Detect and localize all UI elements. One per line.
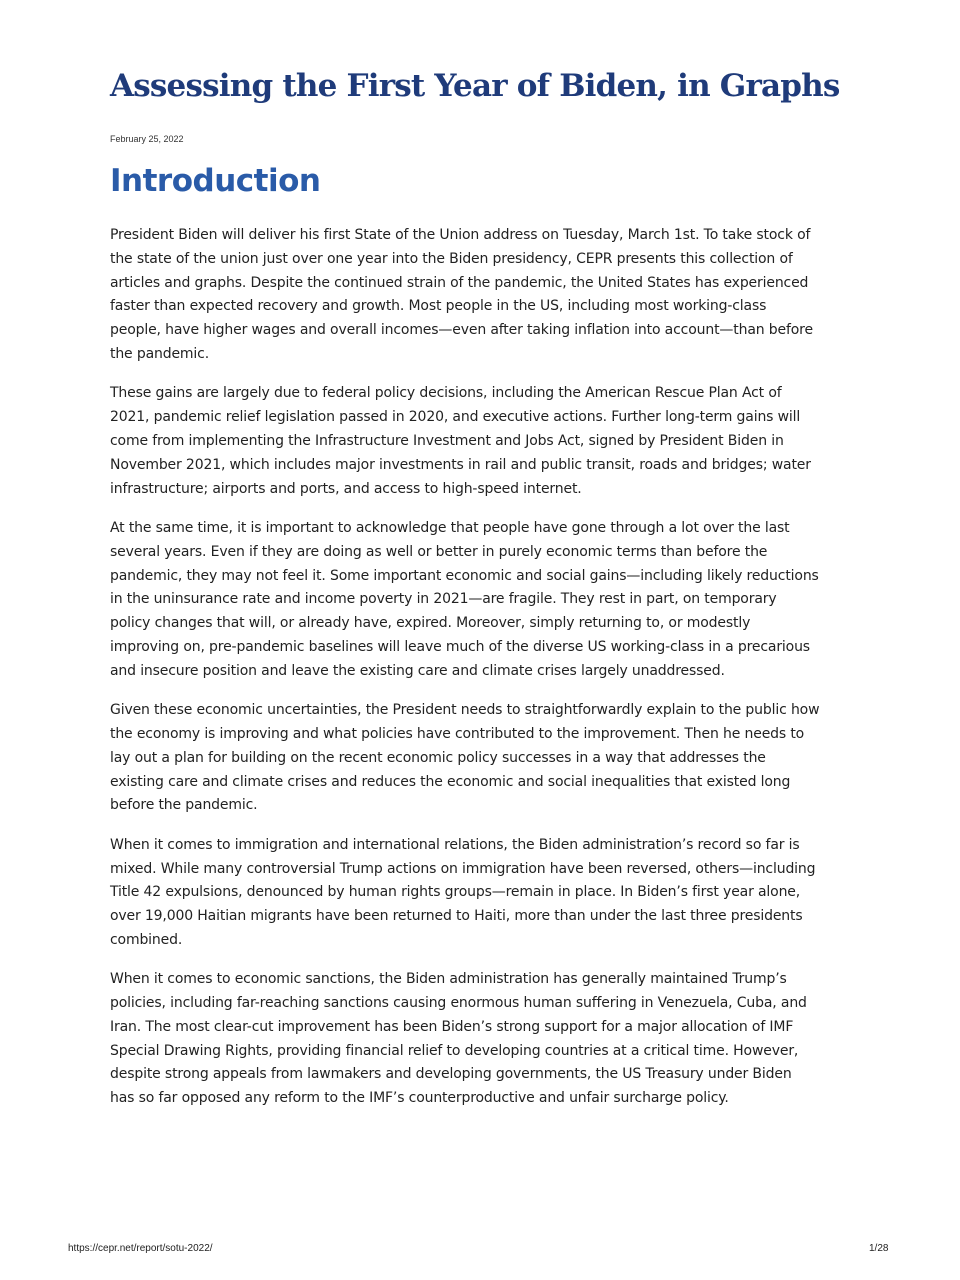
page-number: 1/28 bbox=[869, 1243, 889, 1254]
section-heading-introduction: Introduction bbox=[110, 163, 321, 199]
footer-url[interactable]: https://cepr.net/report/sotu-2022/ bbox=[68, 1243, 213, 1254]
paragraph-1: President Biden will deliver his first State of the Union address on Tuesday, March 1st. To take stock of the state of the union just over one year into the Biden presidency, CEPR presents this collection of articles and graphs. Despite the continued strain of the pandemic, the United States has experienced faster than expected recovery and growth. Most people in the US, including most working-class people, have higher wages and overall incomes—even after taking inflation into account—than before the pandemic. bbox=[110, 227, 813, 362]
paragraph-2: These gains are largely due to federal policy decisions, including the American Rescue Plan Act of 2021, pandemic relief legislation passed in 2020, and executive actions. Further long-term gains will come from implementing the Infrastructure Investment and Jobs Act, signed by President Biden in November 2021, which includes major investments in rail and public transit, roads and bridges; water infrastructure; airports and ports, and access to high-speed internet. bbox=[110, 385, 811, 497]
publish-date: February 25, 2022 bbox=[110, 134, 184, 144]
paragraph-4: Given these economic uncertainties, the President needs to straightforwardly explain to the public how the economy is improving and what policies have contributed to the improvement. Then he needs to lay out a plan for building on the recent economic policy successes in a way that addresses the existing care and climate crises and reduces the economic and social inequalities that existed long before the pandemic. bbox=[110, 702, 820, 814]
article-body bbox=[110, 224, 820, 1127]
paragraph-6: When it comes to economic sanctions, the Biden administration has generally maintained Trump’s policies, including far-reaching sanctions causing enormous human suffering in Venezuela, Cuba, and Iran. The most clear-cut improvement has been Biden’s strong support for a major allocation of IMF Special Drawing Rights, providing financial relief to developing countries at a critical time. However, despite strong appeals from lawmakers and developing governments, the US Treasury under Biden has so far opposed any reform to the IMF’s counterproductive and unfair surcharge policy. bbox=[110, 971, 807, 1107]
paragraph-3: At the same time, it is important to acknowledge that people have gone through a lot over the last several years. Even if they are doing as well or better in purely economic terms than before the pandemic, they may not feel it. Some important economic and social gains—including likely reductions in the uninsurance rate and income poverty in 2021—are fragile. They rest in part, on temporary policy changes that will, or already have, expired. Moreover, simply returning to, or modestly improving on, pre-pandemic baselines will leave much of the diverse US working-class in a precarious and insecure position and leave the existing care and climate crises largely unaddressed. bbox=[110, 519, 819, 679]
page-title: Assessing the First Year of Biden, in Graphs bbox=[110, 68, 840, 104]
paragraph-5: When it comes to immigration and international relations, the Biden administration’s record so far is mixed. While many controversial Trump actions on immigration have been reversed, others—including Title 42 expulsions, denounced by human rights groups—remain in place. In Biden’s first year alone, over 19,000 Haitian migrants have been returned to Haiti, more than under the last three presidents combined. bbox=[110, 836, 816, 948]
